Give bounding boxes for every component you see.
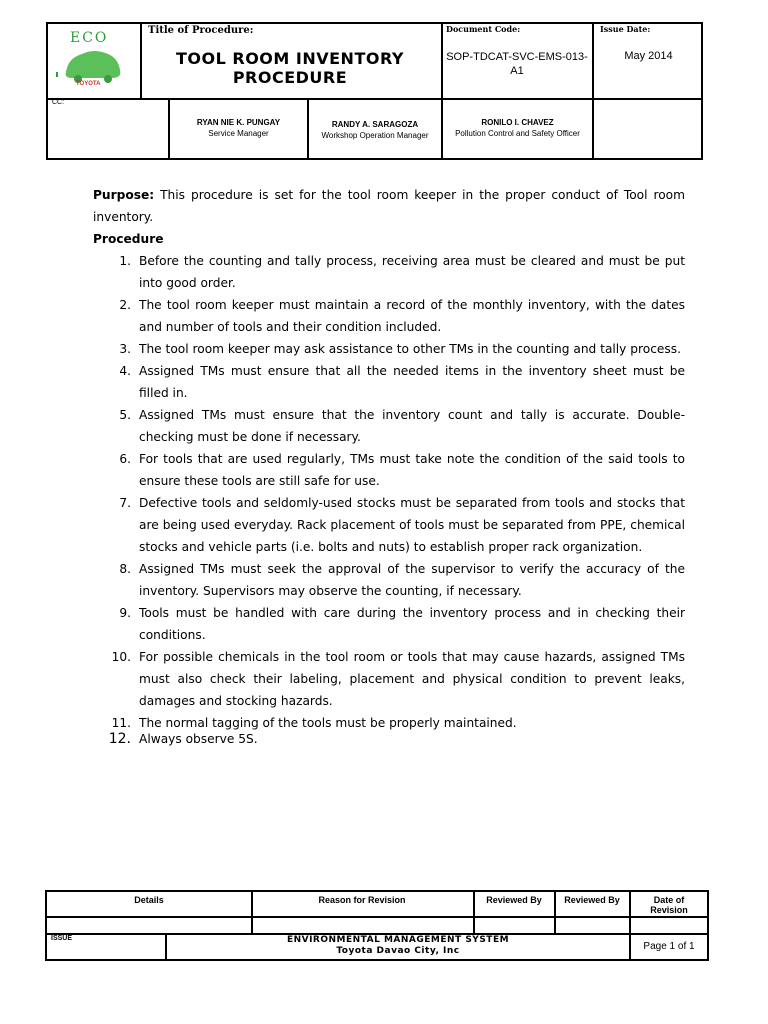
title-label: Title of Procedure: [148, 25, 254, 36]
document-header [46, 22, 703, 160]
procedure-heading: Procedure [93, 232, 164, 246]
column-header-reviewed-by: Reviewed By [486, 895, 542, 905]
divider [47, 916, 707, 918]
step-text: Tools must be handled with care during the inventory process and in checking their conditions. [139, 606, 685, 642]
doc-code-label: Document Code: [446, 24, 521, 34]
divider [592, 24, 594, 158]
divider [473, 892, 475, 933]
step-text: The tool room keeper may ask assistance to other TMs in the counting and tally process. [139, 342, 681, 356]
document-body [93, 184, 685, 746]
step-number: 6. [119, 452, 131, 466]
step-number: 4. [119, 364, 131, 378]
column-header-reviewed-by: Reviewed By [564, 895, 620, 905]
issue-date-value: May 2014 [624, 50, 673, 62]
list-item [93, 404, 685, 448]
step-number: 3. [119, 342, 131, 356]
list-item [93, 250, 685, 294]
step-text: The normal tagging of the tools must be properly maintained. [139, 716, 517, 730]
list-item [93, 338, 685, 360]
column-header-date-of-revision: Date of Revision [650, 895, 688, 915]
purpose-text: This procedure is set for the tool room keeper in the proper conduct of Tool room inventory. [93, 188, 685, 224]
list-item [93, 294, 685, 338]
purpose-label: Purpose: [93, 188, 155, 202]
step-number: 7. [119, 496, 131, 510]
signatory [443, 118, 592, 138]
signatory [309, 120, 441, 140]
list-item [93, 492, 685, 558]
issue-label: ISSUE [51, 935, 73, 942]
logo-brand: TOYOTA [76, 81, 101, 87]
list-item [93, 732, 685, 746]
step-number: 2. [119, 298, 131, 312]
signatory-title: Workshop Operation Manager [321, 131, 429, 140]
divider [140, 24, 142, 98]
step-text: Always observe 5S. [139, 732, 258, 746]
system-name: ENVIRONMENTAL MANAGEMENT SYSTEM [286, 935, 510, 945]
step-number: 1. [119, 254, 131, 268]
signatory-name: RONILO I. CHAVEZ [481, 118, 554, 127]
list-item [93, 646, 685, 712]
step-text: The tool room keeper must maintain a record of the monthly inventory, with the dates and number of tools and their condition included. [139, 298, 685, 334]
procedure-title: TOOL ROOM INVENTORY PROCEDURE [176, 49, 404, 87]
step-number: 8. [119, 562, 131, 576]
list-item [93, 448, 685, 492]
signatory-name: RANDY A. SARAGOZA [331, 120, 419, 129]
step-number: 12. [108, 731, 131, 747]
column-header-reason: Reason for Revision [318, 895, 406, 905]
step-text: Defective tools and seldomly-used stocks must be separated from tools and stocks that are being used everyday. Rack placement of tools must be separated from PPE, chemical stocks and vehicle parts (i.e. bolts and nuts) to establish proper rack organization. [139, 496, 685, 554]
purpose [93, 184, 685, 228]
signatory-title: Service Manager [208, 129, 269, 138]
list-item [93, 360, 685, 404]
cc-label: CC: [52, 99, 65, 106]
step-text: Assigned TMs must ensure that all the needed items in the inventory sheet must be filled in. [139, 364, 685, 400]
step-text: Assigned TMs must seek the approval of the supervisor to verify the accuracy of the inventory. Supervisors may observe the counting, if necessary. [139, 562, 685, 598]
step-number: 10. [111, 650, 131, 664]
step-text: Before the counting and tally process, receiving area must be cleared and must be put into good order. [139, 254, 685, 290]
step-number: 5. [119, 408, 131, 422]
page-number: Page 1 of 1 [643, 941, 695, 952]
company-name: Toyota Davao City, Inc [336, 946, 460, 956]
signatory [170, 118, 307, 138]
list-item [93, 558, 685, 602]
step-number: 9. [119, 606, 131, 620]
procedure-steps [93, 250, 685, 746]
column-header-details: Details [134, 895, 164, 905]
divider [48, 98, 701, 100]
list-item [93, 714, 685, 732]
step-number: 11. [111, 716, 131, 730]
step-text: For tools that are used regularly, TMs must take note the condition of the said tools to ensure these tools are still safe for use. [139, 452, 685, 488]
issue-date-label: Issue Date: [600, 24, 651, 34]
list-item [93, 602, 685, 646]
doc-code-value: SOP-TDCAT-SVC-EMS-013-A1 [446, 51, 588, 77]
signatory-name: RYAN NIE K. PUNGAY [196, 118, 281, 127]
logo-text: ECO [70, 30, 109, 46]
divider [251, 892, 253, 933]
company-logo [52, 28, 138, 94]
revision-footer [45, 890, 709, 961]
divider [554, 892, 556, 933]
signatory-title: Pollution Control and Safety Officer [455, 129, 580, 138]
step-text: Assigned TMs must ensure that the inventory count and tally is accurate. Double-checking must be done if necessary. [139, 408, 685, 444]
step-text: For possible chemicals in the tool room or tools that may cause hazards, assigned TMs must also check their labeling, placement and physical condition to prevent leaks, damages and stocking hazards. [139, 650, 685, 708]
